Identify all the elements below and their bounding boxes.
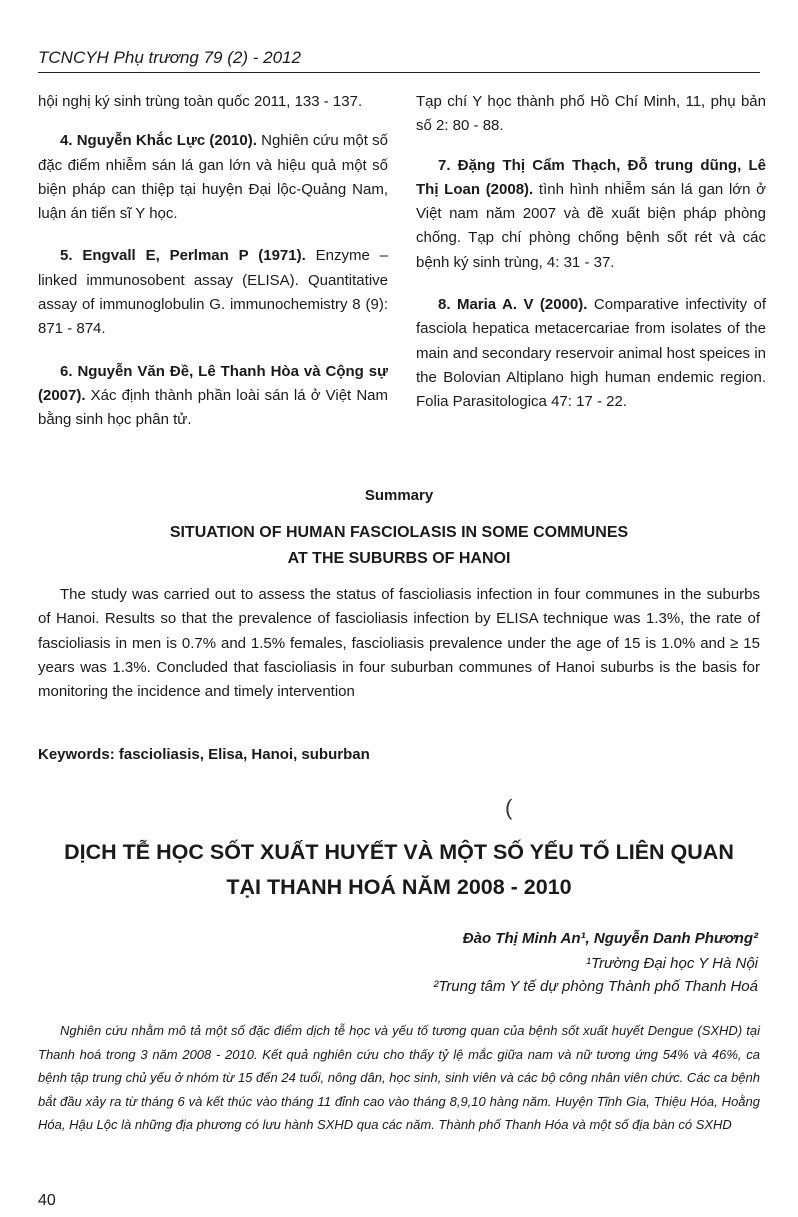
reference-8-text: Comparative infectivity of fasciola hepatica metacercariae from isolates of the main and secondary reservoir animal host speices in the Bolovian Altiplano high human endemic region. Folia Parasitologica 47: 17 - 22.: [416, 296, 767, 411]
reference-6-continuation: Tạp chí Y học thành phố Hồ Chí Minh, 11, phụ bản số 2: 80 - 88.: [416, 93, 766, 135]
reference-8-number: 8.: [438, 296, 451, 314]
reference-4-text: Nghiên cứu một số đặc điểm nhiễm sán lá gan lớn và hiệu quả một số biện pháp can thiệp tại huyện Đại lộc-Quảng Nam, luận án tiến sĩ Y học.: [38, 132, 388, 223]
running-header: TCNCYH Phụ trương 79 (2) - 2012: [38, 48, 301, 67]
english-abstract: The study was carried out to assess the status of fascioliasis infection in four communes in the suburbs of Hanoi. Results so that the prevalence of fascioliasis infection by ELISA technique was 1.3%, the rate of fascioliasis in men is 0.7% and 1.5% females, fascioliasis prevalence under the age of 15 is 1.0% and ≥ 15 years was 1.3%. Concluded that fascioliasis in four suburban communes of Hanoi suburbs is the basis for monitoring the incidence and timely intervention: [38, 586, 760, 701]
keywords: Keywords: fascioliasis, Elisa, Hanoi, suburban: [38, 746, 370, 763]
reference-5-text: Enzyme – linked immunosobent assay (ELISA). Quantitative assay of immunoglobulin G. immunochemistry 8 (9): 871 - 874.: [38, 247, 389, 338]
left-column: [38, 90, 388, 451]
header-divider: [38, 72, 760, 73]
reference-4-authors: Nguyễn Khắc Lực (2010).: [76, 132, 257, 150]
affiliation-2: ²Trung tâm Y tế dự phòng Thành phố Thanh Hoá: [433, 978, 758, 995]
reference-5: [38, 244, 388, 341]
reference-6: [38, 360, 388, 433]
reference-6-authors: Nguyễn Văn Đề, Lê Thanh Hòa và Cộng sự (2007).: [38, 362, 388, 404]
reference-7: [416, 154, 766, 275]
summary-heading: Summary: [364, 487, 434, 504]
pen-mark: (: [505, 795, 513, 820]
article-authors: Đào Thị Minh An¹, Nguyễn Danh Phương²: [462, 930, 758, 947]
english-title: [60, 520, 738, 572]
reference-6-number: 6.: [60, 362, 73, 380]
english-title-line-2: AT THE SUBURBS OF HANOI: [287, 550, 511, 567]
article-title: [20, 835, 778, 905]
reference-3-continuation: hội nghị ký sinh trùng toàn quốc 2011, 133 - 137.: [38, 93, 363, 110]
reference-8: [416, 293, 766, 414]
article-title-line-1: DỊCH TỄ HỌC SỐT XUẤT HUYẾT VÀ MỘT SỐ YẾU TỐ LIÊN QUAN: [64, 840, 734, 864]
reference-7-number: 7.: [438, 156, 451, 174]
reference-5-authors: Engvall E, Perlman P (1971).: [82, 247, 306, 265]
reference-4: [38, 129, 388, 226]
english-title-line-1: SITUATION OF HUMAN FASCIOLASIS IN SOME COMMUNES: [169, 524, 629, 541]
right-column: [416, 90, 766, 433]
reference-8-authors: Maria A. V (2000).: [456, 296, 588, 314]
reference-4-number: 4.: [60, 132, 73, 150]
reference-7-text: tình hình nhiễm sán lá gan lớn ở Việt nam năm 2007 và đề xuất biện pháp phòng chống. Tạp chí phòng chống bệnh sốt rét và các bệnh ký sinh trùng, 4: 31 - 37.: [416, 180, 766, 271]
vietnamese-abstract: Nghiên cứu nhằm mô tả một số đặc điểm dịch tễ học và yếu tố tương quan của bệnh sốt xuất huyết Dengue (SXHD) tại Thanh hoá trong 3 năm 2008 - 2010. Kết quả nghiên cứu cho thấy tỷ lệ mắc giữa nam và nữ tương ứng 54% và 46%, ca bệnh tập trung chủ yếu ở nhóm từ 15 đến 24 tuổi, nông dân, học sinh, sinh viên và các bộ công nhân viên chức. Các ca bệnh bắt đầu xảy ra từ tháng 6 và kết thúc vào tháng 11 đỉnh cao vào tháng 8,9,10 hàng năm. Huyện Tĩnh Gia, Thiệu Hóa, Hoằng Hóa, Hậu Lộc là những địa phương có lưu hành SXHD qua các năm. Thành phố Thanh Hóa và một số địa bàn có SXHD: [38, 1023, 760, 1132]
page-number: 40: [38, 1192, 56, 1209]
reference-5-number: 5.: [60, 247, 73, 265]
article-title-line-2: TẠI THANH HOÁ NĂM 2008 - 2010: [226, 875, 572, 899]
reference-7-authors: Đặng Thị Cẩm Thạch, Đỗ trung dũng, Lê Thị Loan (2008).: [416, 156, 766, 198]
affiliation-1: ¹Trường Đại học Y Hà Nội: [586, 955, 758, 972]
reference-6-text: Xác định thành phần loài sán lá ở Việt Nam bằng sinh học phân tử.: [38, 386, 388, 429]
